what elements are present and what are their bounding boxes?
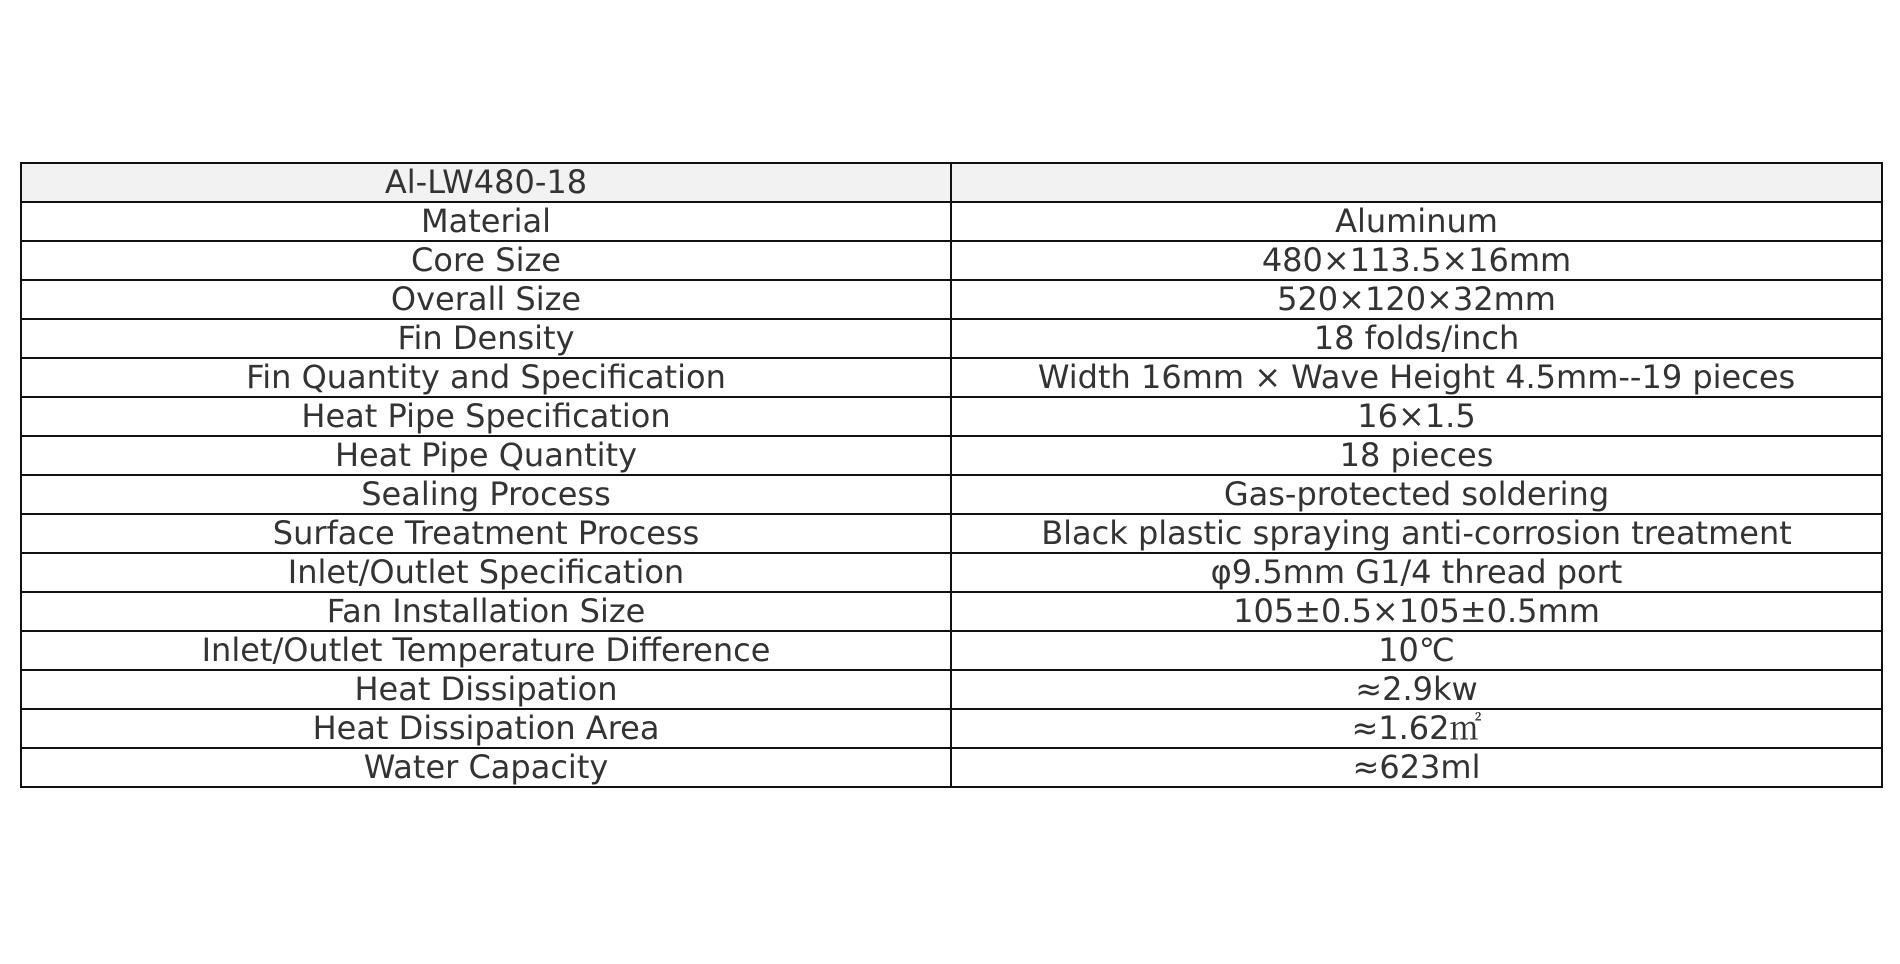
table-row [21,553,1882,592]
table-row [21,241,1882,280]
table-row [21,397,1882,436]
row-value: ≈2.9kw [951,670,1882,709]
row-label: Fin Density [21,319,951,358]
row-value: Width 16mm × Wave Height 4.5mm--19 pieces [951,358,1882,397]
row-label: Inlet/Outlet Specification [21,553,951,592]
row-value: 18 folds/inch [951,319,1882,358]
table-row [21,631,1882,670]
row-label: Fan Installation Size [21,592,951,631]
row-label: Heat Pipe Quantity [21,436,951,475]
table-row [21,748,1882,787]
row-value: ≈623ml [951,748,1882,787]
header-empty-cell [951,163,1882,202]
table-row [21,436,1882,475]
row-value: 18 pieces [951,436,1882,475]
table-row [21,202,1882,241]
row-value: 480×113.5×16mm [951,241,1882,280]
row-value: Gas-protected soldering [951,475,1882,514]
row-label: Fin Quantity and Specification [21,358,951,397]
row-label: Overall Size [21,280,951,319]
row-value: Black plastic spraying anti-corrosion treatment [951,514,1882,553]
spec-table [20,162,1883,788]
table-row [21,319,1882,358]
table-row [21,670,1882,709]
row-label: Inlet/Outlet Temperature Difference [21,631,951,670]
table-row [21,280,1882,319]
row-value: 105±0.5×105±0.5mm [951,592,1882,631]
row-label: Surface Treatment Process [21,514,951,553]
table-row [21,358,1882,397]
row-label: Material [21,202,951,241]
row-value: 16×1.5 [951,397,1882,436]
row-value: 10℃ [951,631,1882,670]
row-label: Heat Pipe Specification [21,397,951,436]
row-label: Heat Dissipation [21,670,951,709]
table-row [21,709,1882,748]
row-value: Aluminum [951,202,1882,241]
row-label: Sealing Process [21,475,951,514]
table-row [21,514,1882,553]
row-value: 520×120×32mm [951,280,1882,319]
row-label: Water Capacity [21,748,951,787]
model-name-cell: Al-LW480-18 [21,163,951,202]
row-label: Core Size [21,241,951,280]
table-header-row [21,163,1882,202]
spec-table-body [21,163,1882,787]
row-value: ≈1.62㎡ [951,709,1882,748]
table-row [21,592,1882,631]
row-label: Heat Dissipation Area [21,709,951,748]
table-row [21,475,1882,514]
row-value: φ9.5mm G1/4 thread port [951,553,1882,592]
